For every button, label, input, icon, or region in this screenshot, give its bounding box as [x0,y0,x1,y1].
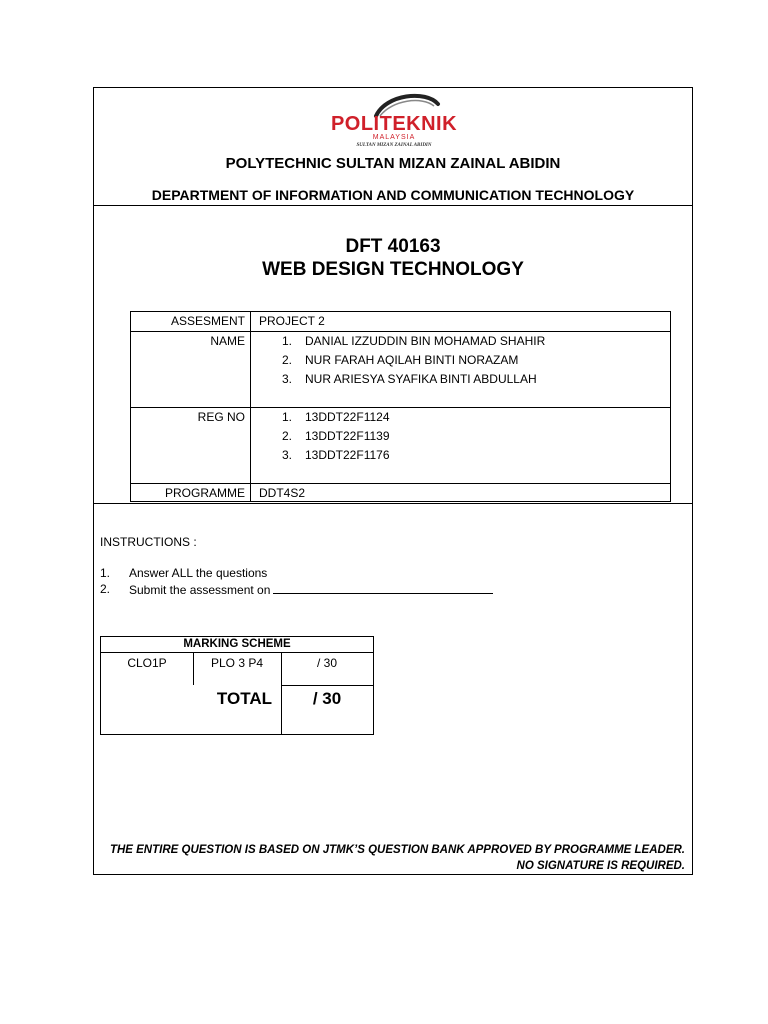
footer-note: THE ENTIRE QUESTION IS BASED ON JTMK’S QUESTION BANK APPROVED BY PROGRAMME LEADER. [109,844,685,856]
assessment-cover-page [93,87,693,875]
plo-code: PLO 3 P4 [210,656,264,670]
regno-number: 2. [282,429,293,443]
instruction-number: 1. [100,566,111,580]
section-divider [94,205,692,206]
section-divider [94,503,692,504]
instruction-item [129,582,493,597]
politeknik-logo [314,90,474,148]
student-regno: 13DDT22F1139 [305,429,390,443]
student-info-table [130,311,671,502]
instruction-text: Answer ALL the questions [129,566,268,580]
logo-wordmark: POLITEKNIK [330,113,458,135]
footer-note: NO SIGNATURE IS REQUIRED. [516,860,685,872]
table-row-divider [131,331,670,332]
logo-campus: SULTAN MIZAN ZAINAL ABIDIN [356,143,432,148]
assessment-label: ASSESMENT [170,314,245,328]
table-row-divider [281,685,373,686]
table-row-divider [101,652,373,653]
instructions-label: INSTRUCTIONS : [100,535,197,549]
total-score: / 30 [312,689,342,708]
course-title: WEB DESIGN TECHNOLOGY [262,259,524,280]
marking-scheme-title: MARKING SCHEME [183,638,291,650]
student-name: NUR FARAH AQILAH BINTI NORAZAM [305,353,519,367]
instruction-text: Submit the assessment on [129,583,271,597]
clo-score: / 30 [316,656,337,670]
name-number: 3. [282,372,293,386]
institution-name: POLYTECHNIC SULTAN MIZAN ZAINAL ABIDIN [225,155,561,172]
name-label: NAME [210,334,245,348]
student-regno: 13DDT22F1176 [305,448,390,462]
instruction-number: 2. [100,582,111,596]
name-number: 2. [282,353,293,367]
marking-scheme-table [100,636,374,735]
department-name: DEPARTMENT OF INFORMATION AND COMMUNICATION TECHNOLOGY [151,187,635,203]
programme-value: DDT4S2 [259,486,306,500]
regno-number: 1. [282,410,293,424]
submission-date-blank [273,582,493,594]
table-row-divider [131,483,670,484]
regno-number: 3. [282,448,293,462]
table-row-divider [131,407,670,408]
programme-label: PROGRAMME [164,486,245,500]
logo-country: MALAYSIA [372,134,416,141]
student-name: NUR ARIESYA SYAFIKA BINTI ABDULLAH [305,372,537,386]
name-number: 1. [282,334,293,348]
regno-label: REG NO [197,410,245,424]
course-code: DFT 40163 [345,236,441,257]
total-label: TOTAL [216,689,272,708]
clo-code: CLO1P [127,656,167,670]
assessment-value: PROJECT 2 [259,314,325,328]
student-regno: 13DDT22F1124 [305,410,390,424]
student-name: DANIAL IZZUDDIN BIN MOHAMAD SHAHIR [305,334,546,348]
